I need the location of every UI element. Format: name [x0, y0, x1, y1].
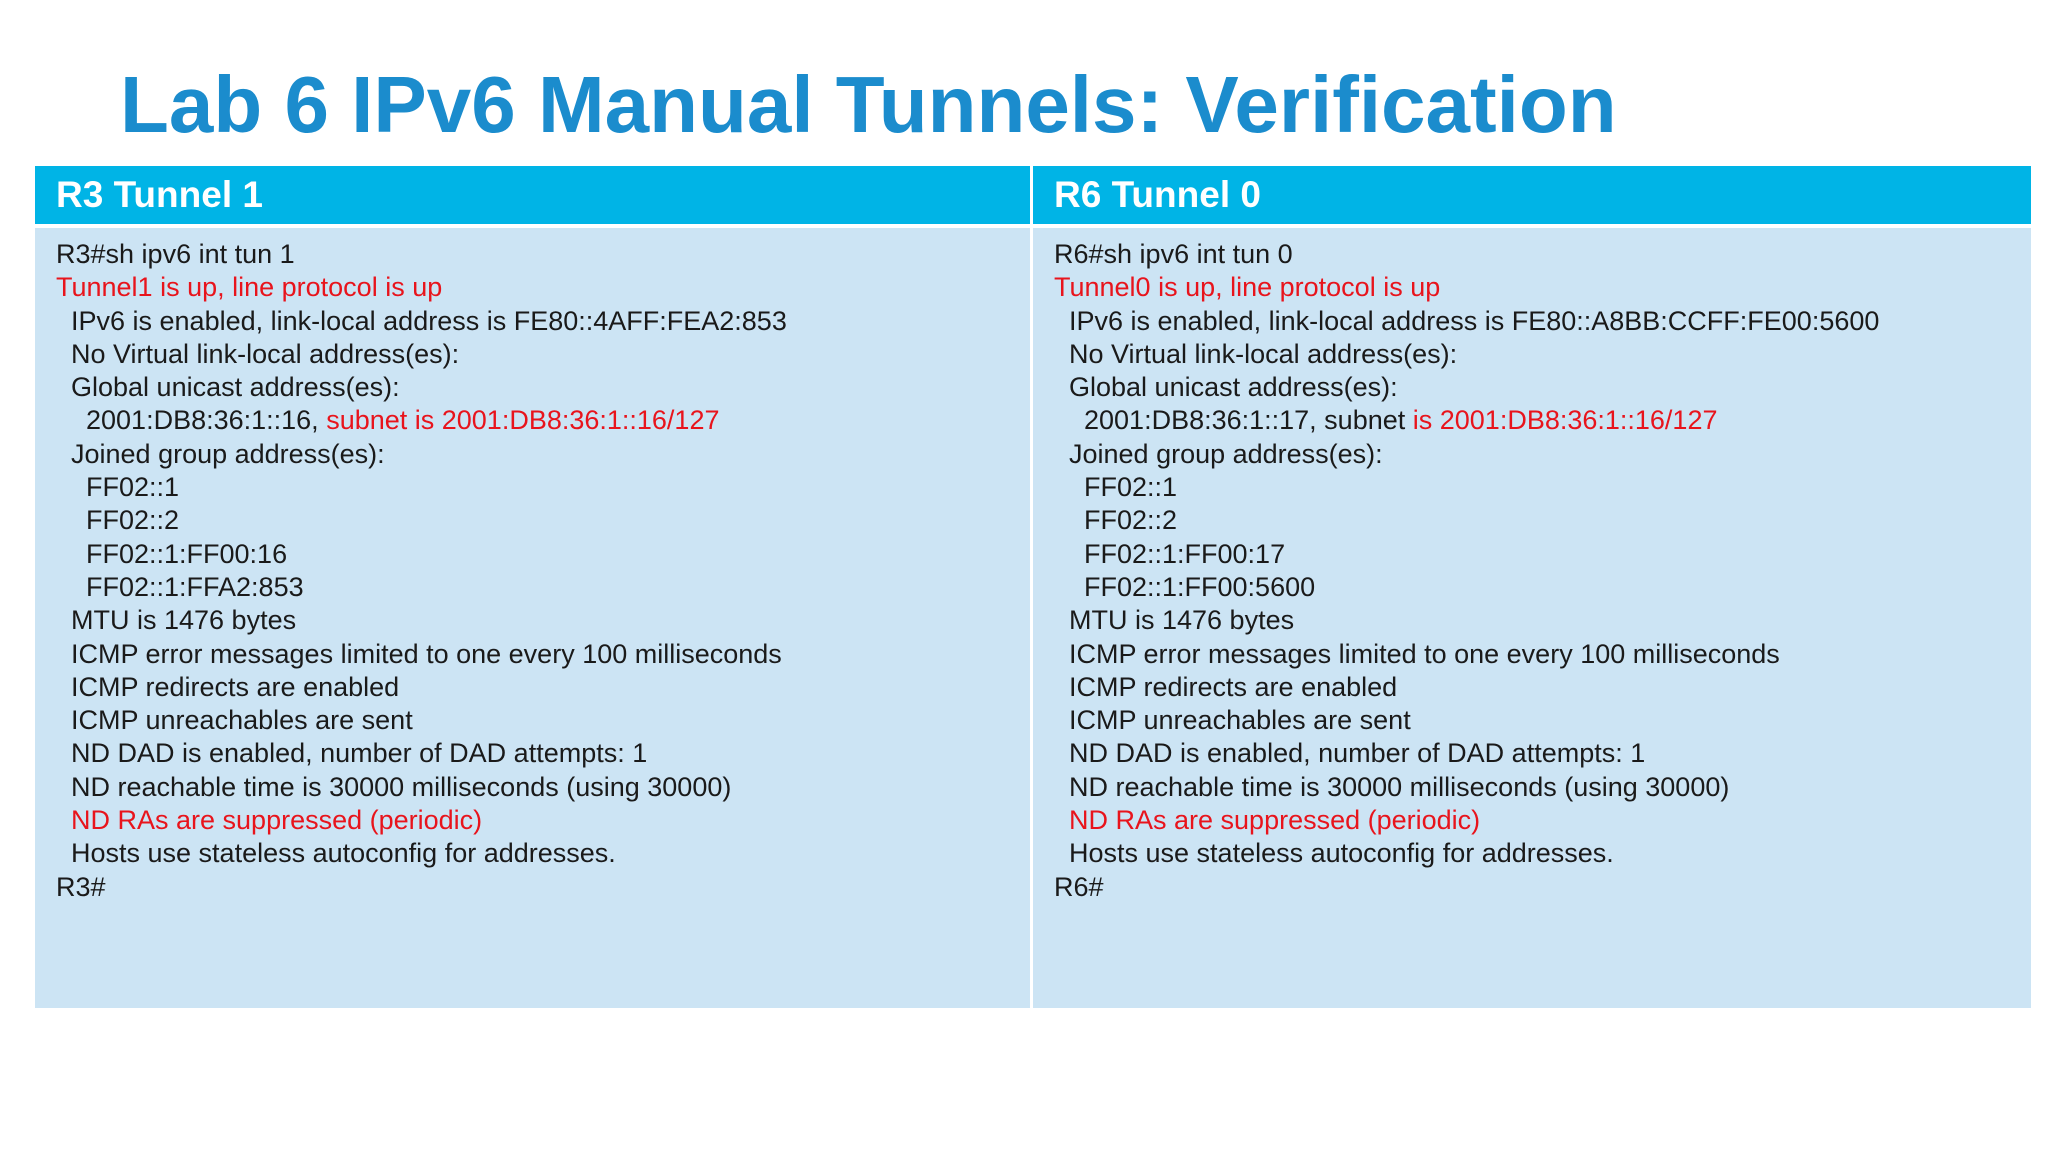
- icmp-error-line: ICMP error messages limited to one every 100 milliseconds: [1069, 638, 1780, 669]
- cli-prompt-end: R3#: [56, 871, 106, 902]
- group-address: FF02::1:FF00:5600: [1084, 571, 1316, 602]
- nd-ra-suppressed-line: ND RAs are suppressed (periodic): [1069, 805, 1481, 836]
- slide-title: Lab 6 IPv6 Manual Tunnels: Verification: [120, 60, 1617, 149]
- group-address: FF02::1: [1084, 472, 1178, 503]
- nd-reachable-line: ND reachable time is 30000 milliseconds (using 30000): [1069, 771, 1730, 802]
- link-local-line: IPv6 is enabled, link-local address is FE80::4AFF:FEA2:853: [71, 305, 787, 336]
- hosts-autoconfig-line: Hosts use stateless autoconfig for addresses.: [71, 838, 616, 869]
- icmp-unreachables-line: ICMP unreachables are sent: [1069, 705, 1411, 736]
- tunnel-status-line: Tunnel1 is up, line protocol is up: [56, 272, 443, 303]
- global-unicast-line: [1054, 404, 2031, 437]
- icmp-redirects-line: ICMP redirects are enabled: [71, 671, 400, 702]
- icmp-redirects-line: ICMP redirects are enabled: [1069, 671, 1398, 702]
- virtual-link-local-line: No Virtual link-local address(es):: [71, 338, 460, 369]
- virtual-link-local-line: No Virtual link-local address(es):: [1069, 338, 1458, 369]
- cli-command-line: R3#sh ipv6 int tun 1: [56, 239, 295, 269]
- global-unicast-header: Global unicast address(es):: [71, 372, 400, 403]
- nd-dad-line: ND DAD is enabled, number of DAD attempts: 1: [1069, 738, 1646, 769]
- tunnel-status-line: Tunnel0 is up, line protocol is up: [1054, 272, 1441, 303]
- mtu-line: MTU is 1476 bytes: [71, 605, 297, 636]
- r3-cli-output: [35, 224, 1033, 1008]
- group-address: FF02::1: [86, 472, 180, 503]
- cli-command-line: R6#sh ipv6 int tun 0: [1054, 239, 1293, 269]
- icmp-unreachables-line: ICMP unreachables are sent: [71, 705, 413, 736]
- nd-ra-suppressed-line: ND RAs are suppressed (periodic): [71, 805, 483, 836]
- global-address: 2001:DB8:36:1::16,: [86, 405, 327, 436]
- group-address: FF02::1:FF00:16: [86, 538, 288, 569]
- subnet-highlight: is 2001:DB8:36:1::16/127: [1412, 405, 1718, 436]
- cli-prompt-end: R6#: [1054, 871, 1104, 902]
- group-address: FF02::2: [1084, 505, 1178, 536]
- icmp-error-line: ICMP error messages limited to one every 100 milliseconds: [71, 638, 782, 669]
- r3-tunnel-header: R3 Tunnel 1: [35, 166, 1033, 224]
- comparison-table: [35, 166, 2031, 1008]
- group-address: FF02::1:FF00:17: [1084, 538, 1286, 569]
- group-address: FF02::1:FFA2:853: [86, 571, 304, 602]
- global-address: 2001:DB8:36:1::17, subnet: [1084, 405, 1413, 436]
- r6-tunnel-header: R6 Tunnel 0: [1033, 166, 2031, 224]
- global-unicast-line: [56, 404, 1030, 437]
- mtu-line: MTU is 1476 bytes: [1069, 605, 1295, 636]
- joined-group-header: Joined group address(es):: [1069, 438, 1383, 469]
- group-address: FF02::2: [86, 505, 180, 536]
- hosts-autoconfig-line: Hosts use stateless autoconfig for addresses.: [1069, 838, 1614, 869]
- global-unicast-header: Global unicast address(es):: [1069, 372, 1398, 403]
- link-local-line: IPv6 is enabled, link-local address is FE80::A8BB:CCFF:FE00:5600: [1069, 305, 1880, 336]
- subnet-highlight: subnet is 2001:DB8:36:1::16/127: [326, 405, 720, 436]
- nd-dad-line: ND DAD is enabled, number of DAD attempts: 1: [71, 738, 648, 769]
- joined-group-header: Joined group address(es):: [71, 438, 385, 469]
- nd-reachable-line: ND reachable time is 30000 milliseconds (using 30000): [71, 771, 732, 802]
- r6-cli-output: [1033, 224, 2031, 1008]
